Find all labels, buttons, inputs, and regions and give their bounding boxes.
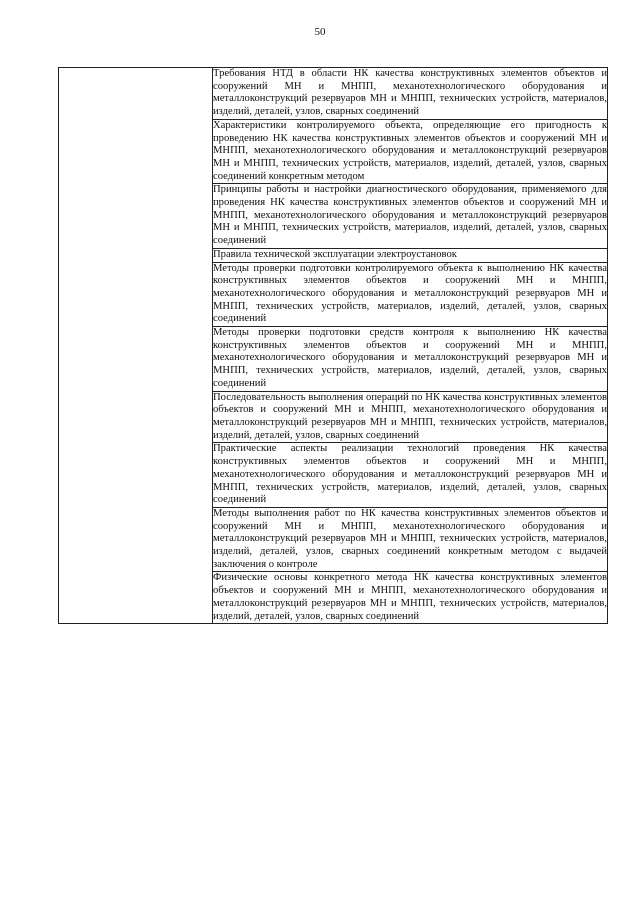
requirement-text: Характеристики контролируемого объекта, определяющие его пригодность к проведению НК качества конструктивных элементов объектов и сооружений МН и МНПП, механотехнологического оборудования и металлоконструкций резервуаров МН и МНПП, технических устройств, материалов, изделий, деталей, узлов, сварных соединений конкретным методом (213, 119, 607, 182)
requirement-text: Правила технической эксплуатации электроустановок (213, 248, 457, 260)
requirement-cell (213, 572, 608, 624)
requirement-cell (213, 119, 608, 184)
requirement-cell (213, 248, 608, 262)
table-row (59, 68, 608, 120)
requirement-cell (213, 68, 608, 120)
requirement-text: Методы выполнения работ по НК качества конструктивных элементов объектов и сооружений МН и МНПП, механотехнологического оборудования и металлоконструкций резервуаров МН и МНПП, технических устройств, материалов, изделий, деталей, узлов, сварных соединений конкретным методом с выдачей заключения о контроле (213, 507, 607, 570)
requirement-cell (213, 327, 608, 392)
requirement-cell (213, 391, 608, 443)
requirement-text: Принципы работы и настройки диагностического оборудования, применяемого для проведения НК качества конструктивных элементов объектов и сооружений МН и МНПП, механотехнологического оборудования и металлоконструкций резервуаров МН и МНПП, технических устройств, материалов, изделий, деталей, узлов, сварных соединений (213, 184, 607, 247)
requirement-cell (213, 443, 608, 508)
requirement-cell (213, 184, 608, 249)
requirement-text: Методы проверки подготовки средств контроля к выполнению НК качества конструктивных элементов объектов и сооружений МН и МНПП, механотехнологического оборудования и металлоконструкций резервуаров МН и МНПП, технических устройств, материалов, изделий, деталей, узлов, сварных соединений (213, 327, 607, 389)
requirement-text: Методы проверки подготовки контролируемого объекта к выполнению НК качества конструктивных элементов объектов и сооружений МН и МНПП, механотехнологического оборудования и металлоконструкций резервуаров МН и МНПП, технических устройств, материалов, изделий, деталей, узлов, сварных соединений (213, 262, 607, 325)
requirements-table (58, 67, 608, 624)
requirement-text: Последовательность выполнения операций по НК качества конструктивных элементов объектов и сооружений МН и МНПП, механотехнологического оборудования и металлоконструкций резервуаров МН и МНПП, технических устройств, материалов, изделий, деталей, узлов, сварных соединений (213, 391, 607, 441)
left-column-cell (59, 68, 213, 624)
requirement-text: Практические аспекты реализации технологий проведения НК качества конструктивных элементов объектов и сооружений МН и МНПП, механотехнологического оборудования и металлоконструкций резервуаров МН и МНПП, технических устройств, материалов, изделий, деталей, узлов, сварных соединений (213, 443, 607, 506)
page-number: 50 (314, 26, 326, 38)
requirement-cell (213, 262, 608, 327)
requirement-text: Физические основы конкретного метода НК качества конструктивных элементов объектов и сооружений МН и МНПП, механотехнологического оборудования и металлоконструкций резервуаров МН и МНПП, технических устройств, материалов, изделий, деталей, узлов, сварных соединений (213, 572, 607, 622)
requirement-text: Требования НТД в области НК качества конструктивных элементов объектов и сооружений МН и МНПП, механотехнологического оборудования и металлоконструкций резервуаров МН и МНПП, технических устройств, материалов, изделий, деталей, узлов, сварных соединений (213, 68, 607, 118)
requirement-cell (213, 507, 608, 572)
